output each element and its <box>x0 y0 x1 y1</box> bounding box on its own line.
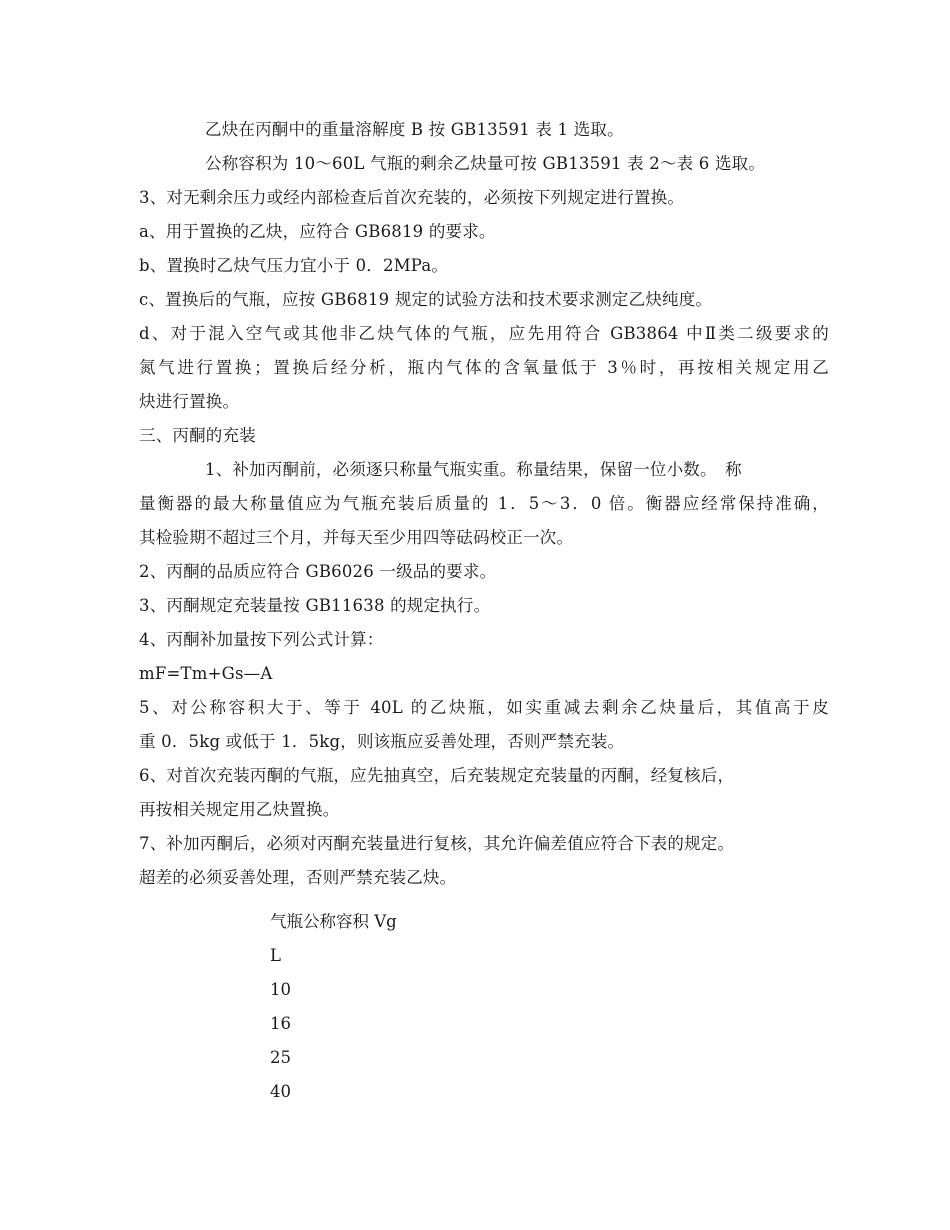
paragraph-line: 3、丙酮规定充装量按 GB11638 的规定执行。 <box>139 596 491 615</box>
table-header: 气瓶公称容积 Vg <box>270 912 397 931</box>
table-unit: L <box>270 946 281 965</box>
paragraph-line: 其检验期不超过三个月，并每天至少用四等砝码校正一次。 <box>139 528 574 547</box>
paragraph-line: 公称容积为 10～60L 气瓶的剩余乙炔量可按 GB13591 表 2～表 6 选取。 <box>205 154 766 173</box>
table-cell: 40 <box>270 1082 291 1101</box>
list-item-a: a、用于置换的乙炔，应符合 GB6819 的要求。 <box>139 222 496 241</box>
formula: mF=Tm+Gs—A <box>139 664 273 683</box>
paragraph-line: 4、丙酮补加量按下列公式计算： <box>139 630 384 649</box>
paragraph-line: 2、丙酮的品质应符合 GB6026 一级品的要求。 <box>139 562 497 581</box>
paragraph-line: 3、对无剩余压力或经内部检查后首次充装的，必须按下列规定进行置换。 <box>139 188 685 207</box>
table-cell: 10 <box>270 980 291 999</box>
paragraph-line: 再按相关规定用乙炔置换。 <box>139 800 340 819</box>
list-item-d: d、对于混入空气或其他非乙炔气体的气瓶，应先用符合 GB3864 中Ⅱ类二级要求的 <box>139 324 829 343</box>
paragraph-line: 炔进行置换。 <box>139 392 240 411</box>
paragraph-line: 重 0．5kg 或低于 1．5kg，则该瓶应妥善处理，否则严禁充装。 <box>139 732 625 751</box>
paragraph-line: 氮气进行置换；置换后经分析，瓶内气体的含氧量低于 3％时，再按相关规定用乙 <box>139 358 829 377</box>
paragraph-line: 5、对公称容积大于、等于 40L 的乙炔瓶，如实重减去剩余乙炔量后，其值高于皮 <box>139 698 829 717</box>
paragraph-line: 1、补加丙酮前，必须逐只称量气瓶实重。称量结果，保留一位小数。 称 <box>205 460 742 479</box>
paragraph-line: 6、对首次充装丙酮的气瓶，应先抽真空，后充装规定充装量的丙酮，经复核后， <box>139 766 735 785</box>
list-item-b: b、置换时乙炔气压力宜小于 0．2MPa。 <box>139 256 449 275</box>
list-item-c: c、置换后的气瓶，应按 GB6819 规定的试验方法和技术要求测定乙炔纯度。 <box>139 290 713 309</box>
paragraph-line: 7、补加丙酮后，必须对丙酮充装量进行复核，其允许偏差值应符合下表的规定。 <box>139 834 735 853</box>
paragraph-line: 超差的必须妥善处理，否则严禁充装乙炔。 <box>139 868 457 887</box>
paragraph-line: 量衡器的最大称量值应为气瓶充装后质量的 1．5～3．0 倍。衡器应经常保持准确， <box>139 494 829 513</box>
section-heading: 三、丙酮的充装 <box>139 426 256 445</box>
table-cell: 25 <box>270 1048 291 1067</box>
table-cell: 16 <box>270 1014 291 1033</box>
paragraph-line: 乙炔在丙酮中的重量溶解度 B 按 GB13591 表 1 选取。 <box>205 120 624 139</box>
